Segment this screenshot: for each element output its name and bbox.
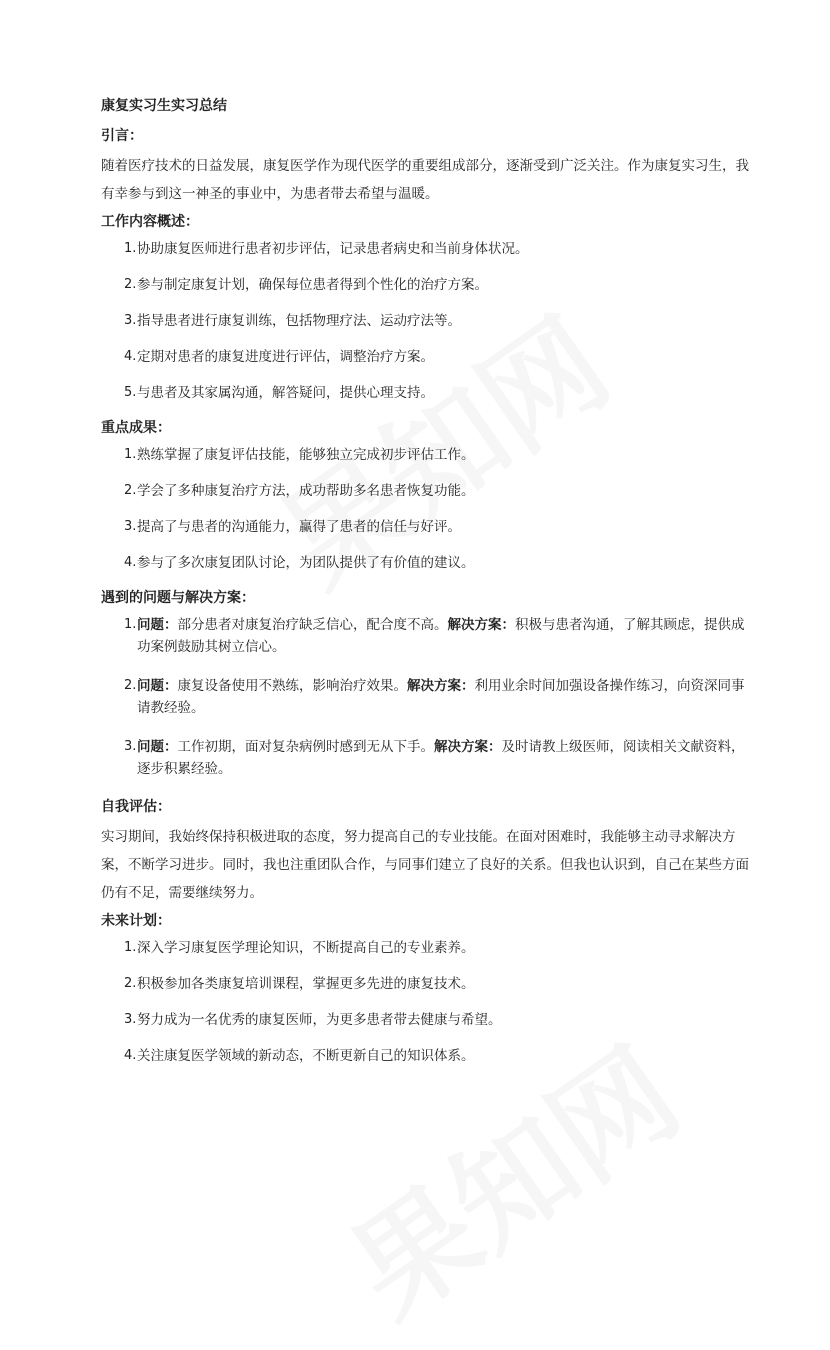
list-item-text: 参与了多次康复团队讨论，为团队提供了有价值的建议。 <box>137 555 475 571</box>
list-item-text: 与患者及其家属沟通，解答疑问，提供心理支持。 <box>137 385 434 401</box>
list-number: 5 . <box>124 382 136 404</box>
solution-text: 积极与患者沟通，了解其顾虑，提供成功案例鼓励其树立信心。 <box>137 617 745 655</box>
label-colon: ： <box>164 678 178 694</box>
solution-text: 利用业余时间加强设备操作练习，向资深同事请教经验。 <box>137 678 745 716</box>
achievements-heading: 重点成果： <box>101 420 171 436</box>
list-number: 1 . <box>124 614 136 636</box>
list-item-text: 指导患者进行康复训练，包括物理疗法、运动疗法等。 <box>137 313 461 329</box>
label-colon: ： <box>461 678 475 694</box>
future-list <box>101 937 751 1067</box>
list-number: 4 . <box>124 1045 136 1067</box>
document-title: 康复实习生实习总结 <box>101 98 227 114</box>
list-item-text: 熟练掌握了康复评估技能，能够独立完成初步评估工作。 <box>137 447 475 463</box>
problems-list <box>101 614 751 780</box>
list-item-text: 学会了多种康复治疗方法，成功帮助多名患者恢复功能。 <box>137 483 475 499</box>
list-item <box>101 973 751 995</box>
list-number: 2 . <box>124 675 136 697</box>
list-item-text: 协助康复医师进行患者初步评估，记录患者病史和当前身体状况。 <box>137 241 529 257</box>
label-colon: ： <box>164 617 178 633</box>
self-eval-heading: 自我评估： <box>101 799 171 815</box>
list-number: 2 . <box>124 480 136 502</box>
list-item <box>101 444 751 466</box>
list-item <box>101 310 751 332</box>
list-number: 3 . <box>124 516 136 538</box>
self-eval-text: 实习期间，我始终保持积极进取的态度，努力提高自己的专业技能。在面对困难时，我能够主动寻求解决方案，不断学习进步。同时，我也注重团队合作，与同事们建立了良好的关系。但我也认识到，自己在某些方面仍有不足，需要继续努力。 <box>101 829 749 901</box>
list-number: 2 . <box>124 274 136 296</box>
list-number: 1 . <box>124 444 136 466</box>
future-heading: 未来计划： <box>101 913 171 929</box>
list-number: 1 . <box>124 238 136 260</box>
list-item <box>101 675 751 719</box>
list-item-text: 关注康复医学领域的新动态，不断更新自己的知识体系。 <box>137 1048 475 1064</box>
list-number: 3 . <box>124 736 136 758</box>
list-number: 3 . <box>124 310 136 332</box>
list-item-text: 积极参加各类康复培训课程，掌握更多先进的康复技术。 <box>137 976 475 992</box>
list-item <box>101 736 751 780</box>
list-item-text: 努力成为一名优秀的康复医师，为更多患者带去健康与希望。 <box>137 1012 502 1028</box>
list-number: 3 . <box>124 1009 136 1031</box>
document-page <box>101 96 751 1081</box>
list-item <box>101 480 751 502</box>
work-heading: 工作内容概述： <box>101 214 199 230</box>
list-item <box>101 614 751 658</box>
list-item <box>101 346 751 368</box>
list-item <box>101 516 751 538</box>
label-colon: ： <box>488 739 502 755</box>
work-list <box>101 238 751 404</box>
intro-heading: 引言： <box>101 128 143 144</box>
problem-label: 问题 <box>137 739 164 755</box>
list-number: 4 . <box>124 346 136 368</box>
achievements-list <box>101 444 751 574</box>
problem-label: 问题 <box>137 678 164 694</box>
list-number: 4 . <box>124 552 136 574</box>
list-item <box>101 1009 751 1031</box>
list-item <box>101 238 751 260</box>
list-item-text: 定期对患者的康复进度进行评估，调整治疗方案。 <box>137 349 434 365</box>
list-item <box>101 382 751 404</box>
label-colon: ： <box>501 617 515 633</box>
list-item <box>101 274 751 296</box>
list-item <box>101 1045 751 1067</box>
list-item-text: 参与制定康复计划，确保每位患者得到个性化的治疗方案。 <box>137 277 488 293</box>
label-colon: ： <box>164 739 178 755</box>
problem-text: 康复设备使用不熟练，影响治疗效果。 <box>177 678 407 694</box>
list-item-text: 深入学习康复医学理论知识，不断提高自己的专业素养。 <box>137 940 475 956</box>
problems-heading: 遇到的问题与解决方案： <box>101 590 255 606</box>
intro-text: 随着医疗技术的日益发展，康复医学作为现代医学的重要组成部分，逐渐受到广泛关注。作为康复实习生，我有幸参与到这一神圣的事业中，为患者带去希望与温暖。 <box>101 158 749 202</box>
problem-label: 问题 <box>137 617 164 633</box>
problem-text: 工作初期，面对复杂病例时感到无从下手。 <box>177 739 434 755</box>
problem-text: 部分患者对康复治疗缺乏信心，配合度不高。 <box>177 617 448 633</box>
solution-label: 解决方案 <box>447 617 502 633</box>
list-item-text: 提高了与患者的沟通能力，赢得了患者的信任与好评。 <box>137 519 461 535</box>
solution-text: 及时请教上级医师，阅读相关文献资料，逐步积累经验。 <box>137 739 745 777</box>
list-number: 2 . <box>124 973 136 995</box>
solution-label: 解决方案 <box>407 678 461 694</box>
list-number: 1 . <box>124 937 136 959</box>
solution-label: 解决方案 <box>434 739 488 755</box>
list-item <box>101 937 751 959</box>
list-item <box>101 552 751 574</box>
